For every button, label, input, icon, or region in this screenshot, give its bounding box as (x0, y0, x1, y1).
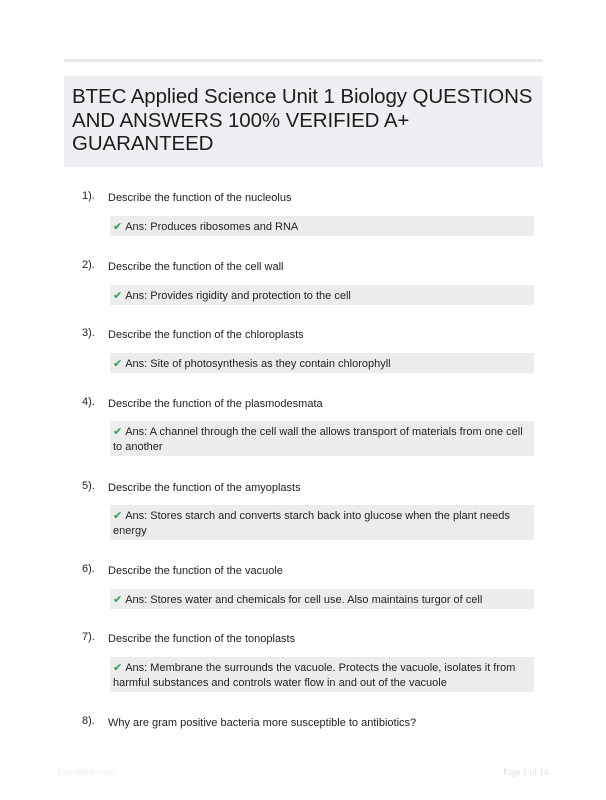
answer-text: Ans: A channel through the cell wall the allows transport of materials from one cell to another (113, 426, 523, 453)
question-number: 6). (82, 563, 95, 575)
question-number: 2). (82, 259, 95, 271)
answer-box (110, 353, 534, 373)
check-icon: ✔ (113, 594, 123, 606)
page-number: Page 1 of 14 (503, 767, 549, 777)
question-number: 4). (82, 396, 95, 408)
question-text: Describe the function of the tonoplasts (108, 633, 296, 645)
title-banner (64, 76, 543, 167)
answer-box (110, 657, 534, 692)
question-number: 5). (82, 480, 95, 492)
question-number: 7). (82, 631, 95, 643)
check-icon: ✔ (113, 426, 123, 438)
question-number: 8). (82, 715, 95, 727)
answer-box (110, 285, 534, 305)
top-divider (64, 59, 543, 62)
question-text: Describe the function of the amyoplasts (108, 482, 301, 494)
question-text: Describe the function of the nucleolus (108, 192, 292, 204)
answer-text: Ans: Provides rigidity and protection to the cell (125, 290, 351, 302)
check-icon: ✔ (113, 662, 123, 674)
answer-box (110, 505, 534, 540)
check-icon: ✔ (113, 290, 123, 302)
check-icon: ✔ (113, 358, 123, 370)
question-text: Describe the function of the chloroplasts (108, 329, 304, 341)
answer-box (110, 589, 534, 609)
answer-text: Ans: Stores starch and converts starch back into glucose when the plant needs energy (113, 510, 510, 537)
document-title: BTEC Applied Science Unit 1 Biology QUESTIONS AND ANSWERS 100% VERIFIED A+ GUARANTEED (72, 85, 533, 155)
question-text: Why are gram positive bacteria more susceptible to antibiotics? (108, 717, 417, 729)
check-icon: ✔ (113, 510, 123, 522)
answer-text: Ans: Stores water and chemicals for cell use. Also maintains turgor of cell (125, 594, 483, 606)
answer-text: Ans: Produces ribosomes and RNA (125, 221, 299, 233)
answer-box (110, 421, 534, 456)
answer-box (110, 216, 534, 236)
question-text: Describe the function of the vacuole (108, 565, 283, 577)
answer-text: Ans: Membrane the surrounds the vacuole. Protects the vacuole, isolates it from harmful substances and controls water flow in and out of the vacuole (113, 662, 516, 689)
question-text: Describe the function of the plasmodesmata (108, 398, 323, 410)
question-text: Describe the function of the cell wall (108, 261, 284, 273)
question-number: 1). (82, 190, 95, 202)
footer-watermark: PaperBible.com (57, 767, 115, 777)
question-number: 3). (82, 327, 95, 339)
check-icon: ✔ (113, 221, 123, 233)
answer-text: Ans: Site of photosynthesis as they contain chlorophyll (125, 358, 391, 370)
